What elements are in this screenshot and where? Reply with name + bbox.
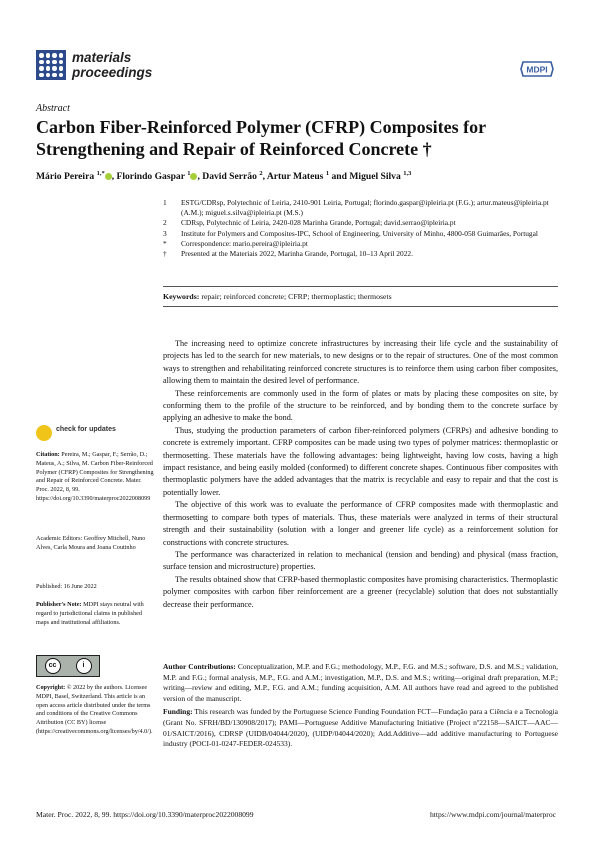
orcid-icon[interactable] [105,173,112,180]
publisher-note: Publisher's Note: MDPI stays neutral with regard to jurisdictional claims in published maps and institutional affiliations. [36,601,144,626]
author-list: Mário Pereira $^{1,*}$ , Florindo Gaspar $^1$ , David Serrão $^2$, Artur Mateus $^1$ and Miguel Silva $^{1,3}$ [36,170,412,183]
affiliations [163,198,558,259]
journal-logo-icon [36,50,66,80]
journal-name-line2: proceedings [72,65,153,80]
paragraph: The increasing need to optimize concrete infrastructures by increasing their life cycle and the sustainability of projects has led to the search for new materials, to new designs or to the repair of structures. One of the most common ways to strengthen and rehabilitating reinforced concrete structures is to reinforce them using carbon fiber composites, allowing them to maintain the desired level of performance. [163,339,558,386]
author[interactable]: David Serrão $^2$ [202,170,263,183]
published-date: Published: 16 June 2022 [36,583,97,590]
author[interactable]: Artur Mateus $^1$ [266,170,330,183]
paragraph: The objective of this work was to evaluate the performance of CFRP composites made with thermoplastic and thermosetting to compare both types of materials. Thus, these materials were analyzed in terms of their structural strength and their sustainability (solution with a longer and greener life cycle) as a reinforcement solution for constructions with concrete structures. [163,500,558,547]
presented-note: † Presented at the Materiais 2022, Marinha Grande, Portugal, 10–13 April 2022. [163,249,413,259]
article-type: Abstract [36,103,70,114]
mdpi-logo-icon [519,60,555,78]
academic-editors: Academic Editors: Geoffrey Mitchell, Nuno Alves, Carla Moura and Joana Coutinho [36,535,146,551]
author[interactable]: Florindo Gaspar $^1$ [116,170,191,183]
divider [163,306,558,307]
affiliation: 3 Institute for Polymers and Composites-IPC, School of Engineering, University of Minho, 4800-058 Guimarães, Portugal [163,228,538,238]
keywords: Keywords: repair; reinforced concrete; CFRP; thermoplastic; thermosets [163,292,392,301]
paragraph: Thus, studying the production parameters of carbon fiber-reinforced polymers (CFRPs) and adhesive bonding to concrete is extremely important. CFRP composites can be made using two types of polymer matrices: thermoplastic or thermosetting. These materials have the following advantages: being lightweight, having low costs, having a high impact resistance, and being easily molded (conformed) to different concrete shapes. Continuous fiber composites with thermoplastic polymers have the added advantages that the matrix is recyclable and easy to repair and that the cost is potentially lower. [163,425,558,497]
attribution-icon: i [76,658,92,674]
correspondence: * Correspondence: mario.pereira@ipleiria.pt [163,238,308,248]
author-contributions: Author Contributions: Conceptualization, M.P. and F.G.; methodology, M.P., F.G. and M.S.; software, D.S. and M.S.; validation, M.P. and F.G.; formal analysis, M.P., F.G. and A.M.; investigation, M.P., D.S. and M.S.; writing—original draft preparation, M.P.; writing—review and editing, M.P., F.G. and A.M.; funding acquisition, A.M. All authors have read and agreed to the published version of the manuscript. [163,662,559,703]
check-updates-label: check for updates [56,426,116,433]
affiliation: 2 CDRsp, Polytechnic of Leiria, 2420-028 Marinha Grande, Portugal; david.serrao@ipleiria.pt [163,218,456,228]
journal-name-line1: materials [72,50,132,65]
journal-url-link[interactable]: https://www.mdpi.com/journal/materproc [429,810,556,819]
check-updates-icon [36,425,52,441]
affiliation: 1 ESTG/CDRsp, Polytechnic of Leiria, 2410-901 Leiria, Portugal; florindo.gaspar@ipleiria.pt (F.G.); artur.mateus@ipleiria.pt (A.M.); miguel.s.silva@ipleiria.pt (M.S.) [163,198,549,218]
cc-by-license-badge[interactable] [36,655,100,677]
cc-icon: cc [45,658,61,674]
paragraph: The performance was characterized in relation to mechanical (tension and bending) and physical (mass fraction, surface tension and microstructure) properties. [163,549,558,572]
abstract-body [163,338,558,611]
footer-citation[interactable]: Mater. Proc. 2022, 8, 99. https://doi.org/10.3390/materproc2022008099 [36,810,254,819]
copyright: Copyright: © 2022 by the authors. Licensee MDPI, Basel, Switzerland. This article is an open access article distributed under the terms and conditions of the Creative Commons Attribution (CC BY) license (https://creativecommons.org/licenses/by/4.0/). [36,684,153,735]
divider [163,286,558,287]
funding: Funding: This research was funded by the Portuguese Science Funding Foundation FCT—Fundação para a Ciência e a Tecnologia (Grant No. SFRH/BD/130908/2017); PAMI—Portuguese Additive Manufacturing Initiative (Project nº22158—SAICT—AAC—01/SAICT/2016), CDRSP (UIDB/04044/2020), (UIDP/04044/2020); Add.Additive—add additive manufacturing to Portuguese industry (POCI-01-0247-FEDER-024533). [163,707,558,749]
author[interactable]: Mário Pereira $^{1,*}$ [36,170,105,183]
author[interactable]: Miguel Silva $^{1,3}$ [349,170,412,183]
mdpi-logo-text: MDPI [526,64,548,75]
check-for-updates-button[interactable] [36,425,154,445]
citation: Citation: Pereira, M.; Gaspar, F.; Serrão, D.; Mateus, A.; Silva, M. Carbon Fiber-Reinforced Polymer (CFRP) Composites for Strengthening and Repair of Reinforced Concrete. Mater. Proc. 2022, 8, 99. https://doi.org/10.3390/materproc2022008099 [36,451,154,502]
article-title: Carbon Fiber-Reinforced Polymer (CFRP) Composites for Strengthening and Repair of Reinforced Concrete † [36,117,486,159]
page-footer [36,810,556,819]
back-matter [163,662,558,753]
paragraph: These reinforcements are commonly used in the form of plates or mats by placing these composites on site, by conforming them to the profile of the structure to be reinforced, and by bonding them to the concrete surface by applying an adhesive to make the bond. [163,388,558,423]
paragraph: The results obtained show that CFRP-based thermoplastic composites have promising characteristics. Thermoplastic polymer composites with carbon fiber reinforcement are a greener (recyclable) solution that does not substantially decrease their performance. [163,574,558,609]
journal-name [72,50,152,80]
